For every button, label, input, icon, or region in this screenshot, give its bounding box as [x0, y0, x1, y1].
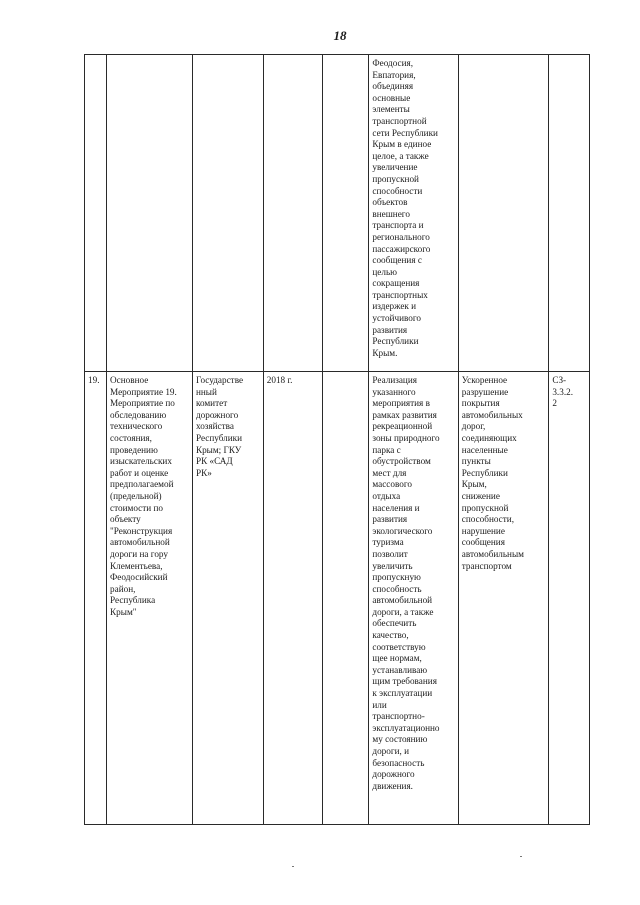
cell-executor: Государстве нный комитет дорожного хозяйства Республики Крым; ГКУ РК «САД РК» — [192, 372, 263, 825]
scan-speck — [292, 866, 294, 867]
cell-empty — [322, 372, 368, 825]
cell-activity-name: Основное Мероприятие 19. Мероприятие по обследованию технического состояния, проведению изыскательских работ и оценке предполагаемой (предельной) стоимости по объекту "Реконструкция автомобильной дороги на гору Клементьева, Феодосийский район, Республика Крым" — [107, 372, 193, 825]
cell-executor-empty — [192, 55, 263, 372]
table-row-continued — [85, 55, 590, 372]
cell-code: СЗ- 3.3.2. 2 — [549, 372, 590, 825]
cell-result-continued: Феодосия, Евпатория, объединяя основные элементы транспортной сети Республики Крым в единое целое, а также увеличение пропускной способности объектов внешнего транспорта и регионального пассажирского сообщения с целью сокращения транспортных издержек и устойчивого развития Республики Крым. — [369, 55, 458, 372]
cell-code-empty — [549, 55, 590, 372]
table-row-19 — [85, 372, 590, 825]
scan-speck — [520, 856, 522, 857]
cell-name-empty — [107, 55, 193, 372]
cell-empty — [322, 55, 368, 372]
cell-expected-result: Реализация указанного мероприятия в рамках развития рекреационной зоны природного парка с обустройством мест для массового отдыха населения и развития экологического туризма позволит увеличить пропускную способность автомобильной дороги, а также обеспечить качество, соответствую щее нормам, устанавливаю щим требования к эксплуатации или транспортно- эксплуатационно му состоянию дороги, и безопасность дорожного движения. — [369, 372, 458, 825]
cell-consequence: Ускоренное разрушение покрытия автомобильных дорог, соединяющих населенные пункты Республики Крым, снижение пропускной способности, нарушение сообщения автомобильным транспортом — [458, 372, 549, 825]
program-activities-table — [84, 54, 590, 825]
cell-number: 19. — [85, 372, 107, 825]
page-number: 18 — [333, 28, 347, 43]
cell-number-empty — [85, 55, 107, 372]
cell-year-empty — [263, 55, 322, 372]
cell-consequence-empty — [458, 55, 549, 372]
cell-year: 2018 г. — [263, 372, 322, 825]
